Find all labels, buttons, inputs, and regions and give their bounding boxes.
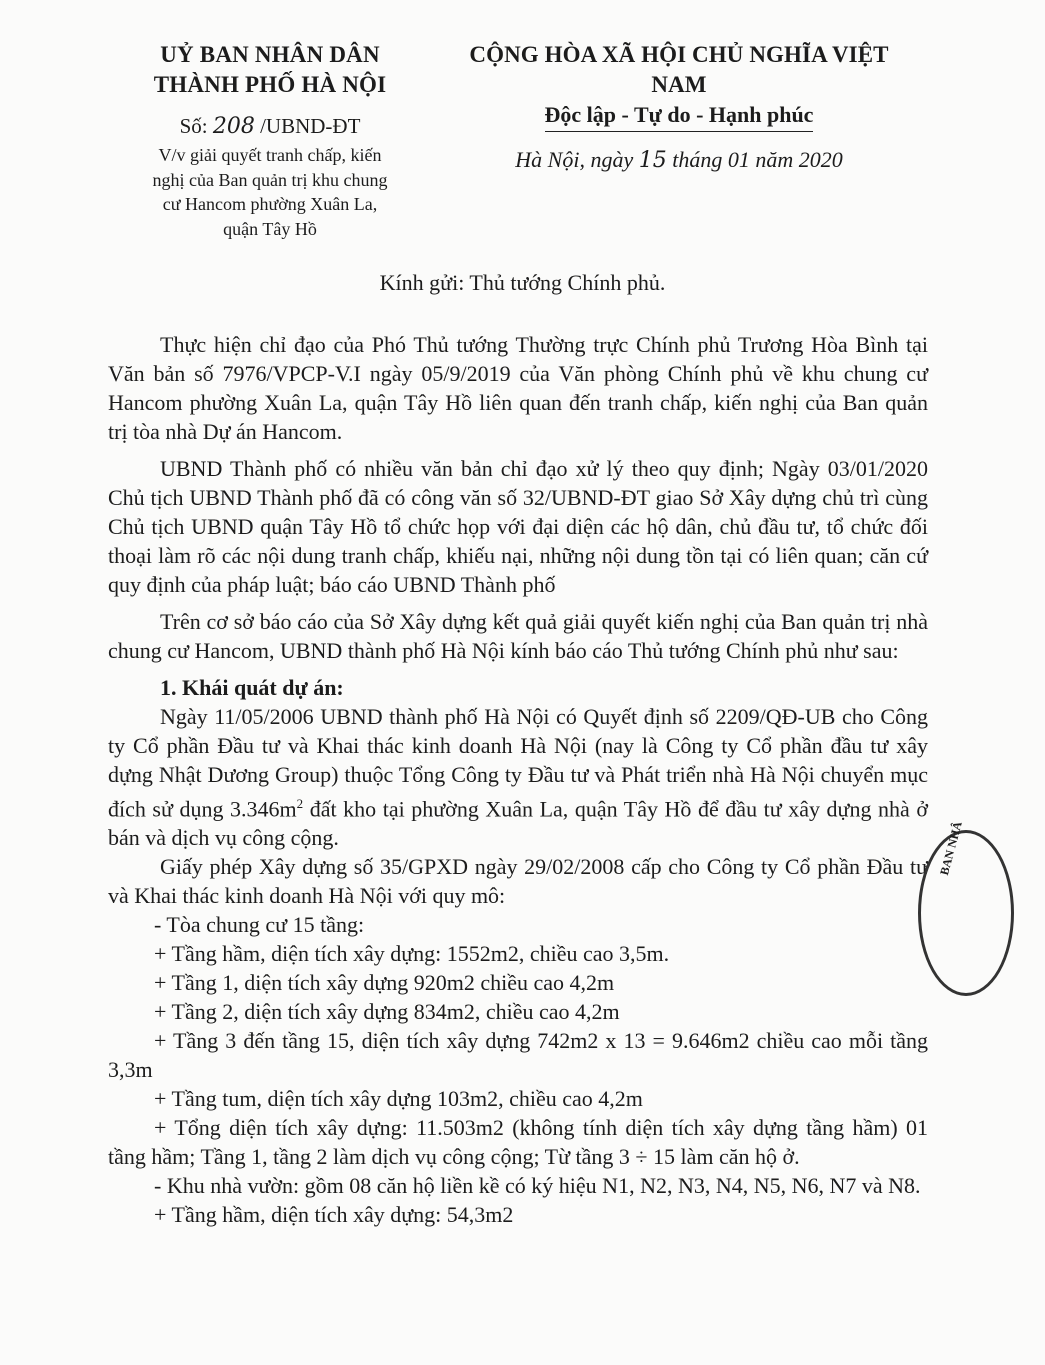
- doc-number-prefix: Số:: [179, 114, 208, 138]
- authority-line2: THÀNH PHỐ HÀ NỘI: [153, 72, 387, 97]
- superscript: 2: [296, 796, 304, 811]
- subject-line: nghị của Ban quản trị khu chung: [152, 169, 388, 190]
- subject-line: V/v giải quyết tranh chấp, kiến: [158, 145, 382, 165]
- list-item: + Tầng tum, diện tích xây dựng 103m2, chiều cao 4,2m: [154, 1086, 643, 1112]
- issuer-block: [95, 40, 445, 241]
- paragraph: UBND Thành phố có nhiều văn bản chỉ đạo xử lý theo quy định; Ngày 03/01/2020 Chủ tịch UBND Thành phố đã có công văn số 32/UBND-ĐT giao Sở Xây dựng chủ trì cùng Chủ tịch UBND quận Tây Hồ tổ chức họp với đại diện các hộ dân, chủ đầu tư, tổ chức đối thoại làm rõ các nội dung tranh chấp, khiếu nại, những nội dung tồn tại có liên quan; căn cứ quy định của pháp luật; báo cáo UBND Thành phố: [108, 456, 928, 597]
- authority-line1: UỶ BAN NHÂN DÂN: [160, 42, 380, 67]
- paragraph: Giấy phép Xây dựng số 35/GPXD ngày 29/02/2008 cấp cho Công ty Cổ phần Đầu tư và Khai thác kinh doanh Hà Nội với quy mô:: [108, 854, 928, 909]
- national-header: [448, 40, 910, 173]
- document-body: [108, 330, 928, 1229]
- stamp-text: BAN NHÂ: [937, 819, 965, 877]
- section-heading: 1. Khái quát dự án:: [160, 675, 344, 700]
- paragraph: Trên cơ sở báo cáo của Sở Xây dựng kết quả giải quyết kiến nghị của Ban quản trị nhà chung cư Hancom, UBND thành phố Hà Nội kính báo cáo Thủ tướng Chính phủ như sau:: [108, 609, 928, 663]
- doc-number-handwritten: 208: [212, 114, 255, 139]
- scale-list: [108, 910, 928, 1229]
- list-item: + Tầng 2, diện tích xây dựng 834m2, chiều cao 4,2m: [154, 999, 620, 1025]
- subject-line: quận Tây Hồ: [223, 218, 317, 239]
- date-suffix: tháng 01 năm 2020: [672, 147, 843, 172]
- list-item: + Tầng 3 đến tầng 15, diện tích xây dựng 742m2 x 13 = 9.646m2 chiều cao mỗi tầng 3,3m: [108, 1028, 928, 1083]
- issue-date: [448, 147, 910, 173]
- paragraph: [108, 702, 928, 852]
- date-prefix: Hà Nội, ngày: [515, 147, 634, 172]
- national-motto: Độc lập - Tự do - Hạnh phúc: [545, 100, 814, 132]
- paragraph: Thực hiện chỉ đạo của Phó Thủ tướng Thường trực Chính phủ Trương Hòa Bình tại Văn bản số 7976/VPCP-V.I ngày 05/9/2019 của Văn phòng Chính phủ về khu chung cư Hancom phường Xuân La, quận Tây Hồ liên quan đến tranh chấp, kiến nghị của Ban quản trị tòa nhà Dự án Hancom.: [108, 332, 928, 444]
- paragraph-text: đất kho tại phường Xuân La, quận Tây Hồ để đầu tư xây dựng nhà ở bán và dịch vụ công cộng.: [108, 796, 928, 851]
- subject-line: cư Hancom phường Xuân La,: [162, 194, 378, 214]
- list-item: - Tòa chung cư 15 tầng:: [154, 912, 365, 938]
- doc-number-suffix: /UBND-ĐT: [260, 114, 361, 138]
- list-item: + Tổng diện tích xây dựng: 11.503m2 (không tính diện tích xây dựng tầng hầm) 01 tầng hầm; Tầng 1, tầng 2 làm dịch vụ công cộng; Từ tầng 3 ÷ 15 làm căn hộ ở.: [108, 1115, 928, 1170]
- subject-block: [95, 143, 445, 241]
- recipient-line: Kính gửi: Thủ tướng Chính phủ.: [379, 270, 666, 295]
- date-day-handwritten: 15: [638, 148, 667, 173]
- list-item: + Tầng hầm, diện tích xây dựng: 1552m2, chiều cao 3,5m.: [154, 941, 670, 967]
- document-number: [95, 114, 445, 139]
- list-item: - Khu nhà vườn: gồm 08 căn hộ liền kề có ký hiệu N1, N2, N3, N4, N5, N6, N7 và N8.: [154, 1173, 921, 1199]
- list-item: + Tầng 1, diện tích xây dựng 920m2 chiều cao 4,2m: [154, 970, 615, 996]
- list-item: + Tầng hầm, diện tích xây dựng: 54,3m2: [154, 1202, 514, 1228]
- paragraph-text: Ngày 11/05/2006 UBND thành phố Hà Nội có Quyết định số 2209/QĐ-UB cho Công ty Cổ phần Đầu tư và Khai thác kinh doanh Hà Nội (nay là Công ty Cổ phần đầu tư xây dựng Nhật Dương Group) thuộc Tổng Công ty Đầu tư và Phát triển nhà Hà Nội chuyển mục đích sử dụng 3.346m: [108, 704, 928, 822]
- nation-title: CỘNG HÒA XÃ HỘI CHỦ NGHĨA VIỆT NAM: [469, 42, 889, 97]
- official-stamp: [918, 819, 1014, 996]
